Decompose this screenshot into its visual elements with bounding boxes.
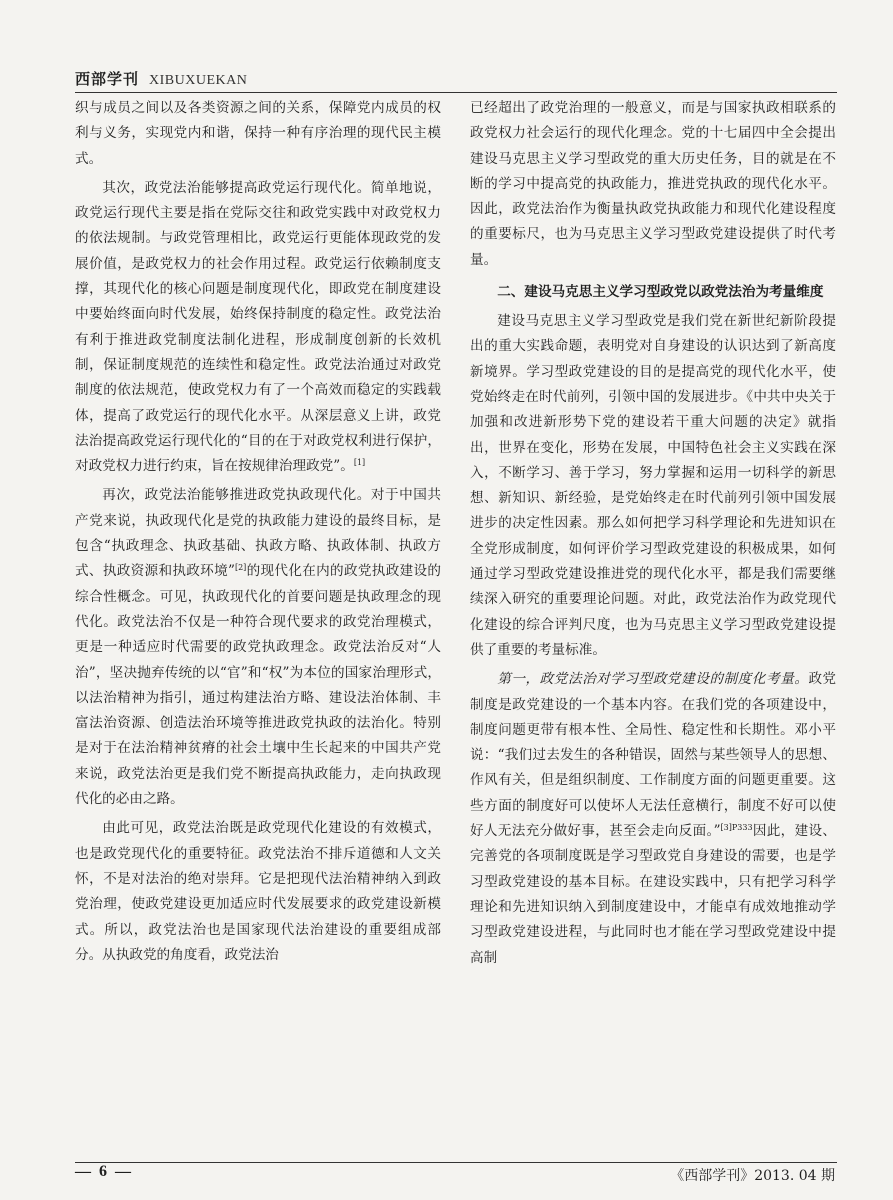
citation-ref: [3]P333 (720, 823, 753, 833)
paragraph: 织与成员之间以及各类资源之间的关系，保障党内成员的权利与义务，实现党内和谐，保持一种有序治理的现代民主模式。 (75, 100, 441, 167)
section-heading: 二、建设马克思主义学习型政党以政党法治为考量维度 (497, 284, 824, 301)
page-number: — 6 — (75, 1163, 133, 1180)
running-header (75, 68, 835, 92)
footer-rule (75, 1162, 837, 1163)
citation-ref: [1] (353, 458, 366, 468)
footer-journal-issue: 《西部学刊》2013. 04 期 (670, 1168, 835, 1184)
paragraph: 由此可见，政党法治既是政党现代化建设的有效模式，也是政党现代化的重要特征。政党法治不排斥道德和人文关怀，不是对法治的绝对崇拜。它是把现代法治精神纳入到政党治理，使政党建设更加适应时代发展要求的政党建设新模式。所以，政党法治也是国家现代法治建设的重要组成部分。从执政党的角度看，政党法治 (75, 820, 441, 963)
paragraph: 其次，政党法治能够提高政党运行现代化。简单地说，政党运行现代主要是指在党际交往和政党实践中对政党权力的依法规制。与政党管理相比，政党运行更能体现政党的发展价值，是政党权力的社会作用过程。政党运行依赖制度支撑，其现代化的核心问题是制度现代化，即政党在制度建设中要始终面向时代发展，始终保持制度的稳定性。政党法治有利于推进政党制度法制化进程，形成制度创新的长效机制，保证制度规范的连续性和稳定性。政党法治通过对政党制度的依法规范，使政党权力有了一个高效而稳定的实践载体，提高了政党运行的现代化水平。从深层意义上讲，政党法治提高政党运行现代化的“目的在于对政党权利进行保护，对政党权力进行约束，旨在按规律治理政党”。[1] (75, 179, 441, 475)
journal-name-en: XIBUXUEKAN (149, 73, 248, 88)
paragraph: 建设马克思主义学习型政党是我们党在新世纪新阶段提出的重大实践命题，表明党对自身建设的认识达到了新高度新境界。学习型政党建设的目的是提高党的现代化水平，使党始终走在时代前列，引领中国的发展进步。《中共中央关于加强和改进新形势下党的建设若干重大问题的决定》就指出，世界在变化，形势在发展，中国特色社会主义实践在深入，不断学习、善于学习，努力掌握和运用一切科学的新思想、新知识、新经验，是党始终走在时代前列引领中国发展进步的决定性因素。那么如何把学习科学理论和先进知识在全党形成制度，如何评价学习型政党建设的积极成果，如何通过学习型政党建设推进党的现代化水平，都是我们需要继续深入研究的重要理论问题。对此，政党法治作为政党现代化建设的综合评判尺度，也为马克思主义学习型政党建设提供了重要的考量标准。 (470, 313, 836, 658)
paragraph-lead: 第一，政党法治对学习型政党建设的制度化考量。 (497, 671, 809, 688)
left-column (75, 96, 441, 972)
header-rule (75, 92, 837, 93)
paragraph: 再次，政党法治能够推进政党执政现代化。对于中国共产党来说，执政现代化是党的执政能力建设的最终目标，是包含“执政理念、执政基础、执政方略、执政体制、执政方式、执政资源和执政环境”[2]的现代化在内的政党执政建设的综合性概念。可见，执政现代化的首要问题是执政理念的现代化。政党法治不仅是一种符合现代要求的政党治理模式，更是一种适应时代需要的政党执政理念。政党法治反对“人治”，坚决抛弃传统的以“官”和“权”为本位的国家治理形式，以法治精神为指引，通过构建法治方略、建设法治体制、丰富法治资源、创造法治环境等推进政党执政的法治化。特别是对于在法治精神贫瘠的社会土壤中生长起来的中国共产党来说，政党法治更是我们党不断提高执政能力，走向执政现代化的必由之路。 (75, 487, 442, 808)
paragraph: 已经超出了政党治理的一般意义，而是与国家执政相联系的政党权力社会运行的现代化理念。党的十七届四中全会提出建设马克思主义学习型政党的重大历史任务，目的就是在不断的学习中提高党的执政能力，推进党执政的现代化水平。因此，政党法治作为衡量执政党执政能力和现代化建设程度的重要标尺，也为马克思主义学习型政党建设提供了时代考量。 (470, 100, 836, 268)
journal-name-cn: 西部学刊 (75, 70, 140, 88)
citation-ref: [2] (234, 563, 247, 573)
right-column (470, 96, 836, 975)
paragraph: 第一，政党法治对学习型政党建设的制度化考量。政党制度是政党建设的一个基本内容。在我们党的各项建设中，制度问题更带有根本性、全局性、稳定性和长期性。邓小平说：“我们过去发生的各种错误，固然与某些领导人的思想、作风有关，但是组织制度、工作制度方面的问题更重要。这些方面的制度好可以使坏人无法任意横行，制度不好可以使好人无法充分做好事，甚至会走向反面。”$^{[3]P333}$因此，建设、完善党的各项制度既是学习型政党自身建设的需要，也是学习型政党建设的基本目标。在建设实践中，只有把学习科学理论和先进知识纳入到制度建设中，才能卓有成效地推动学习型政党建设进程，与此同时也才能在学习型政党建设中提高制 (470, 671, 836, 966)
